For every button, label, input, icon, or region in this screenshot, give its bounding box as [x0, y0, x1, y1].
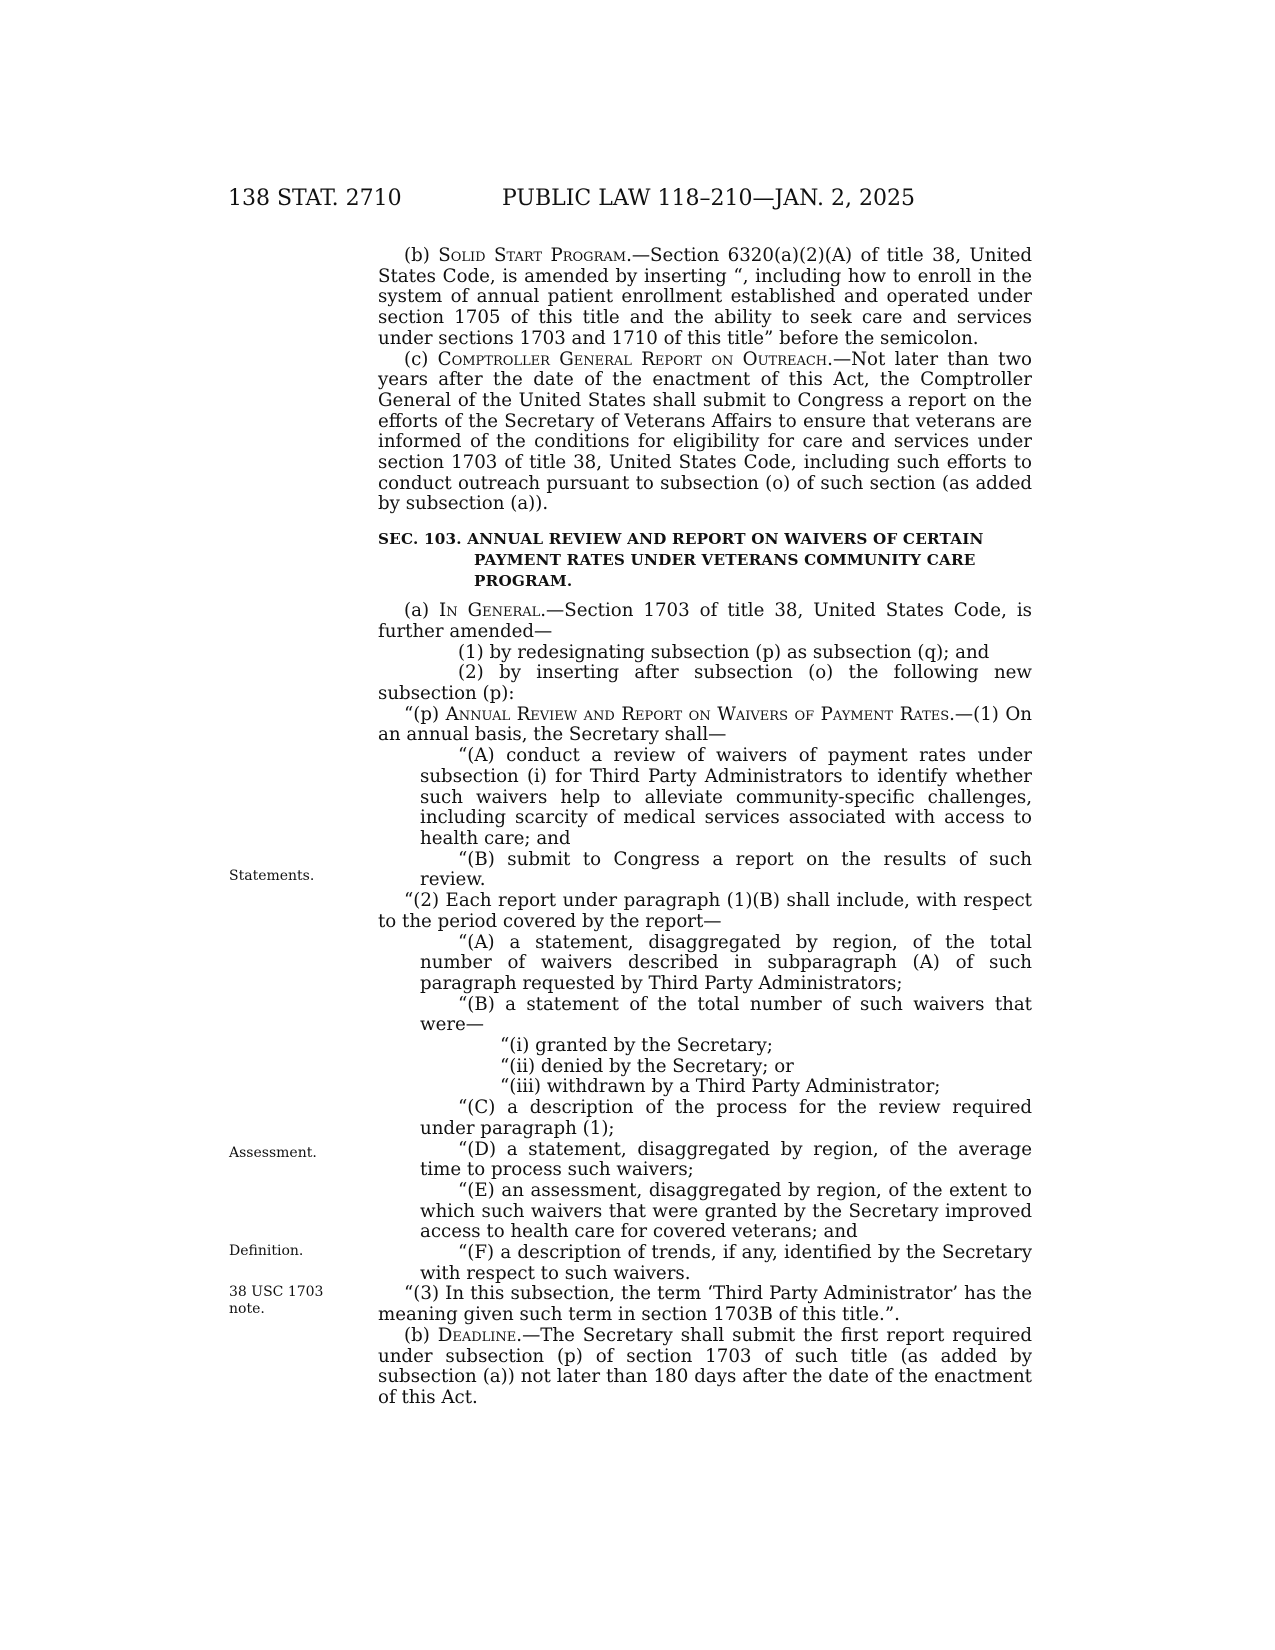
subsection-c-comptroller: (c) Comptroller General Report on Outreach.—Not later than two years after the date of the enactment of this Act, the Comptroller General of the United States shall submit to Congress a report on the efforts of the Secretary of Veterans Affairs to ensure that veterans are informed of the conditions for eligibility for care and services under section 1703 of title 38, United States Code, including such efforts to conduct outreach pursuant to subsection (o) of such section (as added by subsection (a)). [378, 348, 1032, 515]
paragraph-p2E: “(E) an assessment, disaggregated by region, of the extent to which such waivers that were granted by the Secretary improved access to health care for covered veterans; and [420, 1179, 1032, 1243]
deadline-heading: Deadline [437, 1324, 517, 1346]
paragraph-p3: “(3) In this subsection, the term ‘Third Party Administrator’ has the meaning given such term in section 1703B of this title.”. [378, 1283, 1032, 1326]
subsection-a-in-general: (a) In General.—Section 1703 of title 38, United States Code, is further amended— [378, 600, 1032, 642]
subsection-a-heading: In General [439, 600, 541, 622]
paragraph-p2D: “(D) a statement, disaggregated by region, of the average time to process such waivers; [420, 1138, 1032, 1181]
subsection-p-annual-review: “(p) Annual Review and Report on Waivers of Payment Rates.—(1) On an annual basis, the Secretary shall— [378, 703, 1032, 746]
margin-note-usc-line1: 38 USC 1703 [229, 1284, 324, 1300]
paragraph-p2A: “(A) a statement, disaggregated by region, of the total number of waivers described in subparagraph (A) of such paragraph requested by Third Party Administrators; [420, 931, 1032, 994]
margin-note-definition: Definition. [229, 1243, 304, 1259]
subsection-c-heading: Comptroller General Report on Outreach [437, 348, 828, 370]
paragraph-p1B: “(B) submit to Congress a report on the results of such review. [420, 848, 1032, 891]
statute-page-number: 138 STAT. 2710 [228, 186, 402, 211]
section-103-heading: SEC. 103. ANNUAL REVIEW AND REPORT ON WAIVERS OF CERTAIN PAYMENT RATES UNDER VETERANS COMMUNITY CARE PROGRAM. [378, 530, 984, 590]
paragraph-p2F: “(F) a description of trends, if any, identified by the Secretary with respect to such waivers. [420, 1242, 1032, 1284]
clause-p2Biii: “(iii) withdrawn by a Third Party Administrator; [500, 1076, 941, 1098]
page-header [0, 186, 1275, 220]
paragraph-p1A: “(A) conduct a review of waivers of payment rates under subsection (i) for Third Party Administrators to identify whether such waivers help to alleviate community-specific challenges, including scarcity of medical services associated with access to health care; and [420, 745, 1032, 849]
clause-p2Bii: “(ii) denied by the Secretary; or [500, 1055, 794, 1077]
paragraph-a1: (1) by redesignating subsection (p) as subsection (q); and [458, 641, 990, 663]
document-body [378, 246, 1032, 1409]
margin-note-statements: Statements. [229, 868, 315, 884]
paragraph-a2: (2) by inserting after subsection (o) the following new subsection (p): [378, 662, 1032, 705]
subsection-b-deadline: (b) Deadline.—The Secretary shall submit the first report required under subsection (p) of section 1703 of such title (as added by subsection (a)) not later than 180 days after the date of the enactment of this Act. [378, 1324, 1032, 1408]
paragraph-p2C: “(C) a description of the process for the review required under paragraph (1); [420, 1097, 1032, 1139]
margin-note-usc [229, 1284, 323, 1318]
subsection-p-heading: Annual Review and Report on Waivers of Payment Rates [445, 703, 950, 725]
clause-p2Bi: “(i) granted by the Secretary; [500, 1035, 773, 1057]
subsection-b-heading: Solid Start Program [438, 245, 627, 266]
paragraph-p2: “(2) Each report under paragraph (1)(B) shall include, with respect to the period covered by the report— [378, 890, 1032, 932]
subsection-b-solid-start: (b) Solid Start Program.—Section 6320(a)(2)(A) of title 38, United States Code, is amended by inserting “, including how to enroll in the system of annual patient enrollment established and operated under section 1705 of this title and the ability to seek care and services under sections 1703 and 1710 of this title” before the semicolon. [378, 245, 1032, 349]
margin-note-usc-line2: note. [229, 1301, 265, 1317]
margin-note-assessment: Assessment. [229, 1145, 317, 1161]
public-law-title: PUBLIC LAW 118–210—JAN. 2, 2025 [502, 186, 915, 211]
paragraph-p2B: “(B) a statement of the total number of such waivers that were— [420, 993, 1032, 1036]
